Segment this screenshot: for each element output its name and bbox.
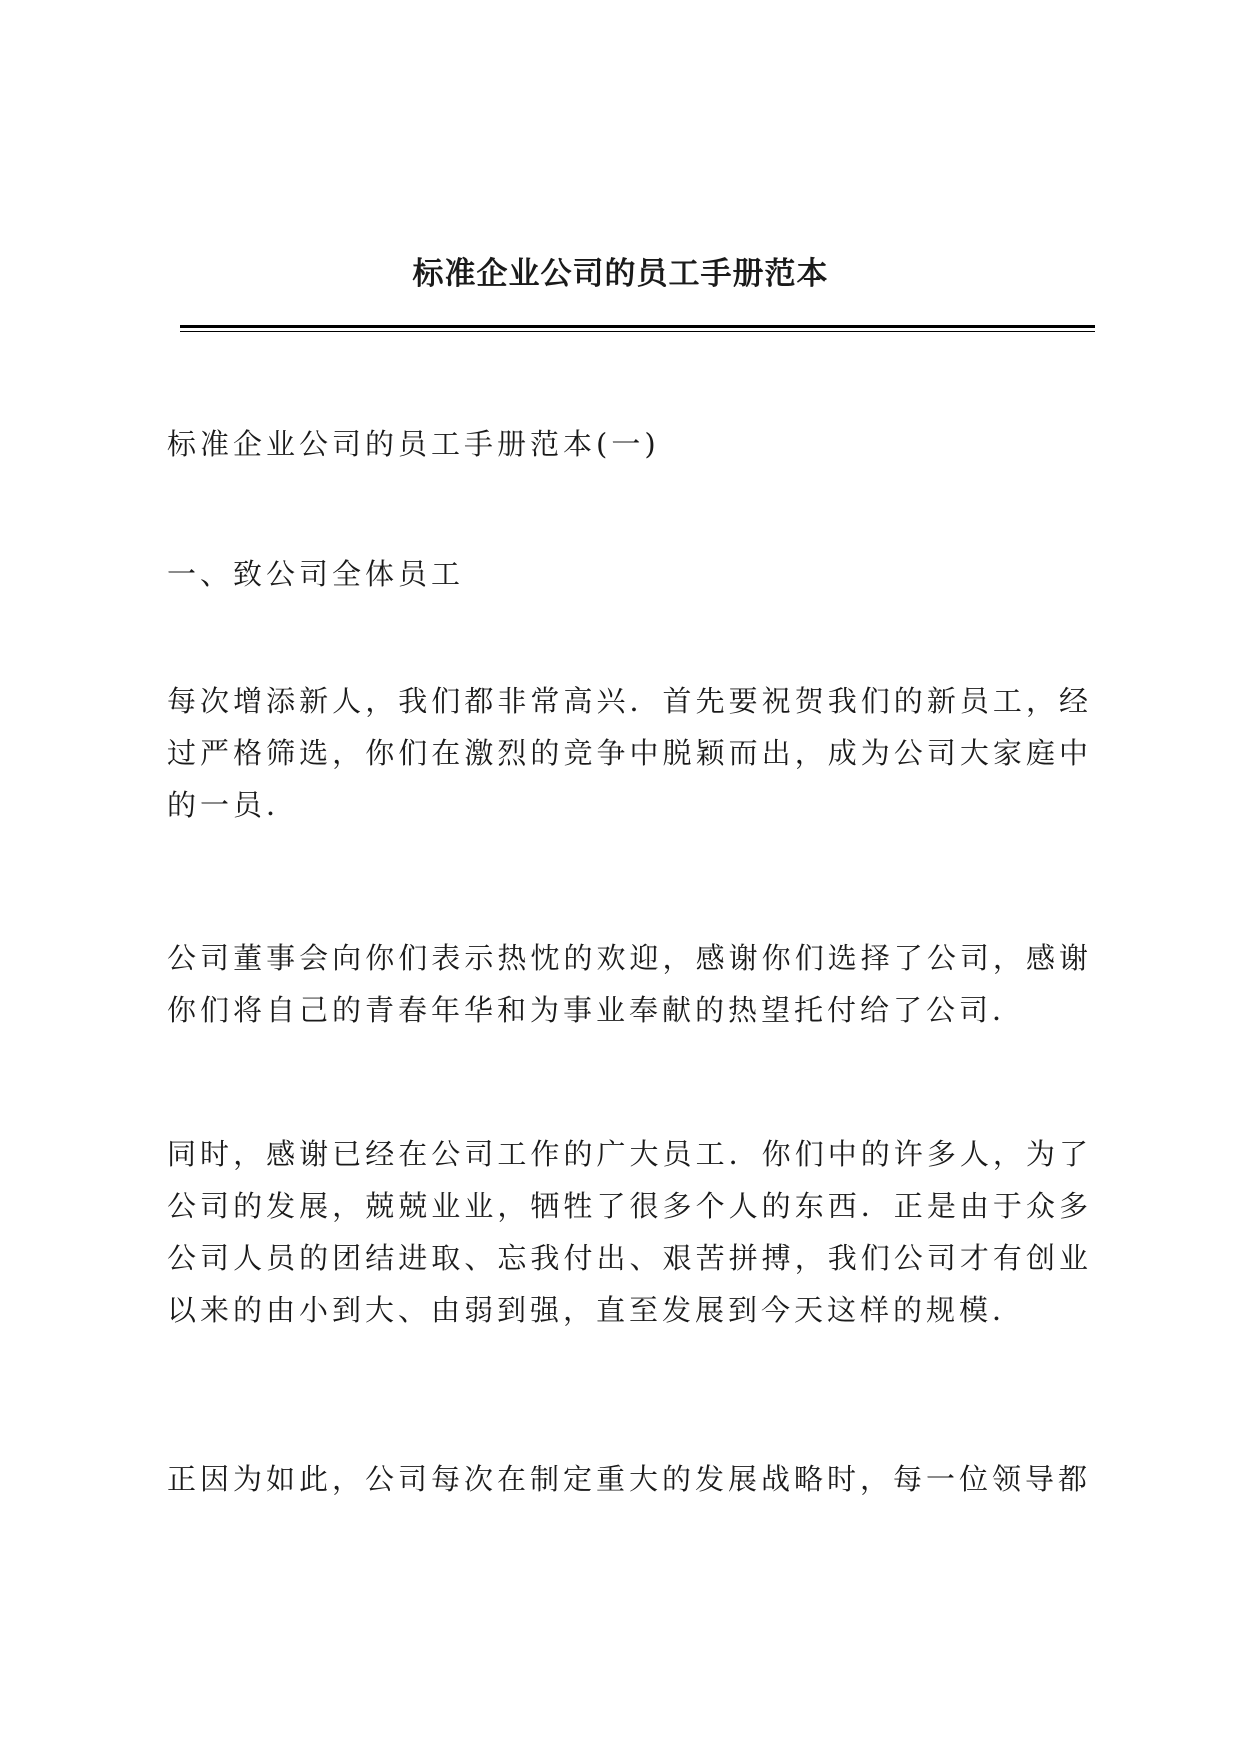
paragraph-3: 同时，感谢已经在公司工作的广大员工．你们中的许多人，为了公司的发展，兢兢业业，牺牲了很多个人的东西．正是由于众多公司人员的团结进取、忘我付出、艰苦拼搏，我们公司才有创业以来的由小到大、由弱到强，直至发展到今天这样的规模． bbox=[167, 1137, 1092, 1327]
paragraph-2: 公司董事会向你们表示热忱的欢迎，感谢你们选择了公司，感谢你们将自己的青春年华和为事业奉献的热望托付给了公司． bbox=[167, 941, 1092, 1027]
paragraph-1: 每次增添新人，我们都非常高兴．首先要祝贺我们的新员工，经过严格筛选，你们在激烈的竞争中脱颖而出，成为公司大家庭中的一员． bbox=[167, 684, 1092, 822]
document-subtitle: 标准企业公司的员工手册范本(一) bbox=[167, 427, 660, 461]
document-title: 标准企业公司的员工手册范本 bbox=[412, 256, 829, 292]
title-rule-thin bbox=[180, 331, 1095, 332]
section-heading: 一、致公司全体员工 bbox=[167, 557, 465, 591]
title-rule-thick bbox=[180, 325, 1095, 328]
paragraph-4: 正因为如此，公司每次在制定重大的发展战略时，每一位领导都 bbox=[167, 1462, 1092, 1496]
